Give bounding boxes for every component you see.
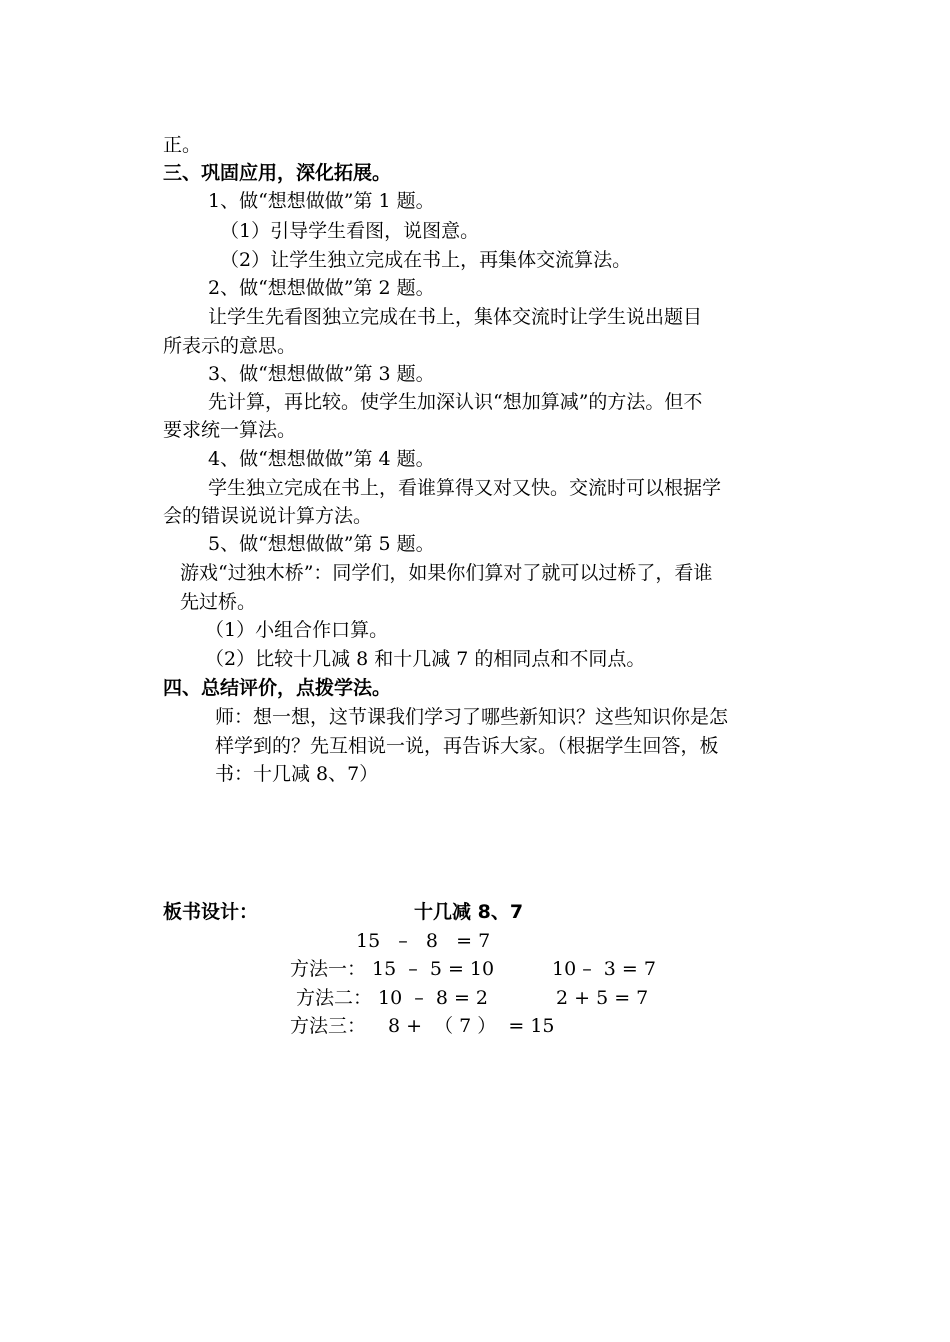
text-line: 3、做“想想做做”第 3 题。 bbox=[208, 363, 435, 385]
text-line: 要求统一算法。 bbox=[163, 419, 297, 441]
method-two-step-a: 10 – 8 = 2 bbox=[378, 987, 489, 1009]
text-line: 样学到的？先互相说一说，再告诉大家。（根据学生回答，板 bbox=[215, 735, 719, 757]
section-heading: 四、总结评价，点拨学法。 bbox=[163, 677, 392, 699]
text-line: 先过桥。 bbox=[180, 591, 257, 613]
text-line: 先计算，再比较。使学生加深认识“想加算减”的方法。但不 bbox=[208, 391, 703, 413]
method-two-label: 方法二： bbox=[296, 987, 373, 1009]
method-two-step-b: 2 + 5 = 7 bbox=[556, 987, 649, 1009]
board-equation: 15 – 8 = 7 bbox=[356, 930, 491, 952]
text-line: （1）引导学生看图，说图意。 bbox=[220, 220, 480, 242]
method-three-label: 方法三： bbox=[290, 1015, 367, 1037]
text-line: 所表示的意思。 bbox=[163, 335, 297, 357]
method-one-step-a: 15 – 5 = 10 bbox=[372, 958, 495, 980]
method-one-step-b: 10 – 3 = 7 bbox=[552, 958, 656, 980]
text-line: （2）比较十几减 8 和十几减 7 的相同点和不同点。 bbox=[205, 648, 646, 670]
text-line: （1）小组合作口算。 bbox=[205, 619, 389, 641]
text-line: 1、做“想想做做”第 1 题。 bbox=[208, 190, 435, 212]
board-title: 十几减 8、7 bbox=[414, 901, 524, 923]
section-heading: 三、巩固应用，深化拓展。 bbox=[163, 162, 392, 184]
method-three-step: 8 + （ 7 ） = 15 bbox=[388, 1015, 555, 1037]
text-line: 让学生先看图独立完成在书上，集体交流时让学生说出题目 bbox=[208, 306, 703, 328]
text-line: 5、做“想想做做”第 5 题。 bbox=[208, 533, 435, 555]
text-line: 会的错误说说计算方法。 bbox=[163, 505, 373, 527]
text-line: 4、做“想想做做”第 4 题。 bbox=[208, 448, 435, 470]
text-line: 2、做“想想做做”第 2 题。 bbox=[208, 277, 435, 299]
text-line: 师：想一想，这节课我们学习了哪些新知识？这些知识你是怎 bbox=[215, 706, 729, 728]
text-line: 正。 bbox=[163, 134, 202, 156]
text-line: （2）让学生独立完成在书上，再集体交流算法。 bbox=[220, 249, 632, 271]
board-label: 板书设计： bbox=[163, 901, 259, 923]
method-one-label: 方法一： bbox=[290, 958, 367, 980]
text-line: 书：十几减 8、7） bbox=[215, 763, 379, 785]
text-line: 游戏“过独木桥”：同学们，如果你们算对了就可以过桥了，看谁 bbox=[180, 562, 713, 584]
text-line: 学生独立完成在书上，看谁算得又对又快。交流时可以根据学 bbox=[208, 477, 722, 499]
